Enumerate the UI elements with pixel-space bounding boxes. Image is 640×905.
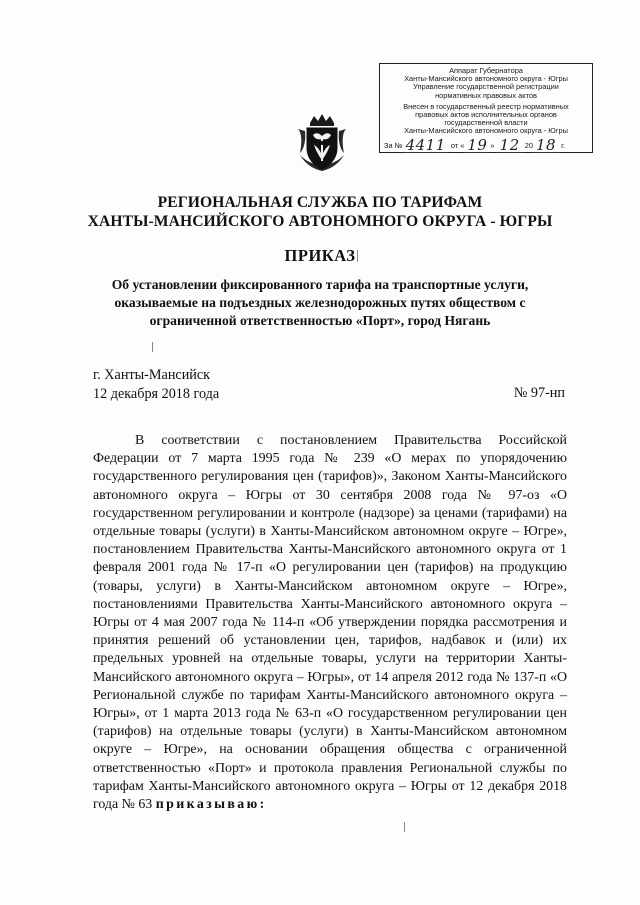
coat-of-arms-icon <box>296 113 348 175</box>
organization-line: ХАНТЫ-МАНСИЙСКОГО АВТОНОМНОГО ОКРУГА - ЮГРЫ <box>87 213 553 230</box>
body-text: В соответствии с постановлением Правительства Российской Федерации от 7 марта 1995 года № 239 «О мерах по упорядочению государственного регулирования цен (тарифов)», Законом Ханты-Мансийского автономного округа – Югры от 30 сентября 2008 года № 97-оз «О государственном регулировании и контроле (надзоре) за ценами (тарифами) на отдельные товары (услуги) в Ханты-Мансийском автономном округе – Югре», постановлением Правительства Ханты-Мансийского автономного округа от 1 февраля 2001 года № 17-п «О регулировании цен (тарифов) на продукцию (товары, услуги) в Ханты-Мансийском автономном округе – Югре», постановлениями Правительства Ханты-Мансийского автономного округа – Югры от 4 мая 2007 года № 114-п «Об утверждении порядка рассмотрения и принятия решений об установлении цен, тарифов, надбавок и (или) их предельных уровней на отдельные товары, услуги на территории Ханты-Мансийского автономного округа – Югры», от 14 апреля 2012 года № 137-п «О Региональной службе по тарифам Ханты-Мансийского автономного округа – Югры», от 1 марта 2013 года № 63-п «О государственном регулировании цен (тарифов) на отдельные товары (услуги) в Ханты-Мансийском автономном округе – Югре», на основании обращения общества с ограниченной ответственностью «Порт» и протокола правления Региональной службы по тарифам Ханты-Мансийского автономного округа – Югры от 12 декабря 2018 года № 63 <box>93 433 567 813</box>
handwritten-reg-day: 19 <box>464 138 490 153</box>
body-paragraph <box>93 432 567 814</box>
scan-artifact <box>404 822 405 832</box>
scan-artifact <box>152 342 153 352</box>
stamp-line: государственной власти <box>444 118 528 128</box>
stamp-line: Внесен в государственный реестр нормативных <box>403 101 569 111</box>
stamp-line: Ханты-Мансийского автономного округа - Югры <box>404 126 568 136</box>
stamp-line: Аппарат Губернатора <box>449 66 523 75</box>
stamp-line: Управление государственной регистрации <box>413 82 559 92</box>
handwritten-reg-year: 18 <box>533 138 559 153</box>
stamp-reg-suffix: г. <box>561 140 565 150</box>
subject-line: Об установлении фиксированного тарифа на транспортные услуги, <box>111 277 529 292</box>
order-subject <box>0 276 640 330</box>
scan-artifact <box>357 250 358 262</box>
organization-line: РЕГИОНАЛЬНАЯ СЛУЖБА ПО ТАРИФАМ <box>157 194 483 211</box>
document-type: ПРИКАЗ <box>284 246 356 265</box>
stamp-line: правовых актов исполнительных органов <box>415 110 557 120</box>
handwritten-reg-month: 12 <box>497 138 523 153</box>
stamp-line: Ханты-Мансийского автономного округа - Югры <box>404 74 568 84</box>
subject-line: ограниченной ответственностью «Порт», город Нягань <box>149 313 491 328</box>
place-and-date <box>93 366 219 403</box>
registration-stamp <box>379 63 593 153</box>
stamp-line: нормативных правовых актов <box>435 90 537 100</box>
city: г. Ханты-Мансийск <box>93 367 211 383</box>
stamp-reg-from: от « <box>450 140 465 150</box>
stamp-reg-mid: » <box>490 140 495 150</box>
stamp-reg-year-prefix: 20 <box>524 140 533 150</box>
document-date: 12 декабря 2018 года <box>93 385 220 402</box>
order-closing-word: приказываю: <box>155 797 267 813</box>
document-number: № 97-нп <box>513 385 565 401</box>
stamp-reg-prefix: За № <box>384 140 403 150</box>
organization-title <box>0 193 640 231</box>
subject-line: оказываемые на подъездных железнодорожных путях обществом с <box>114 295 526 310</box>
handwritten-reg-number: 4411 <box>403 138 449 153</box>
stamp-registration-line <box>384 135 588 154</box>
